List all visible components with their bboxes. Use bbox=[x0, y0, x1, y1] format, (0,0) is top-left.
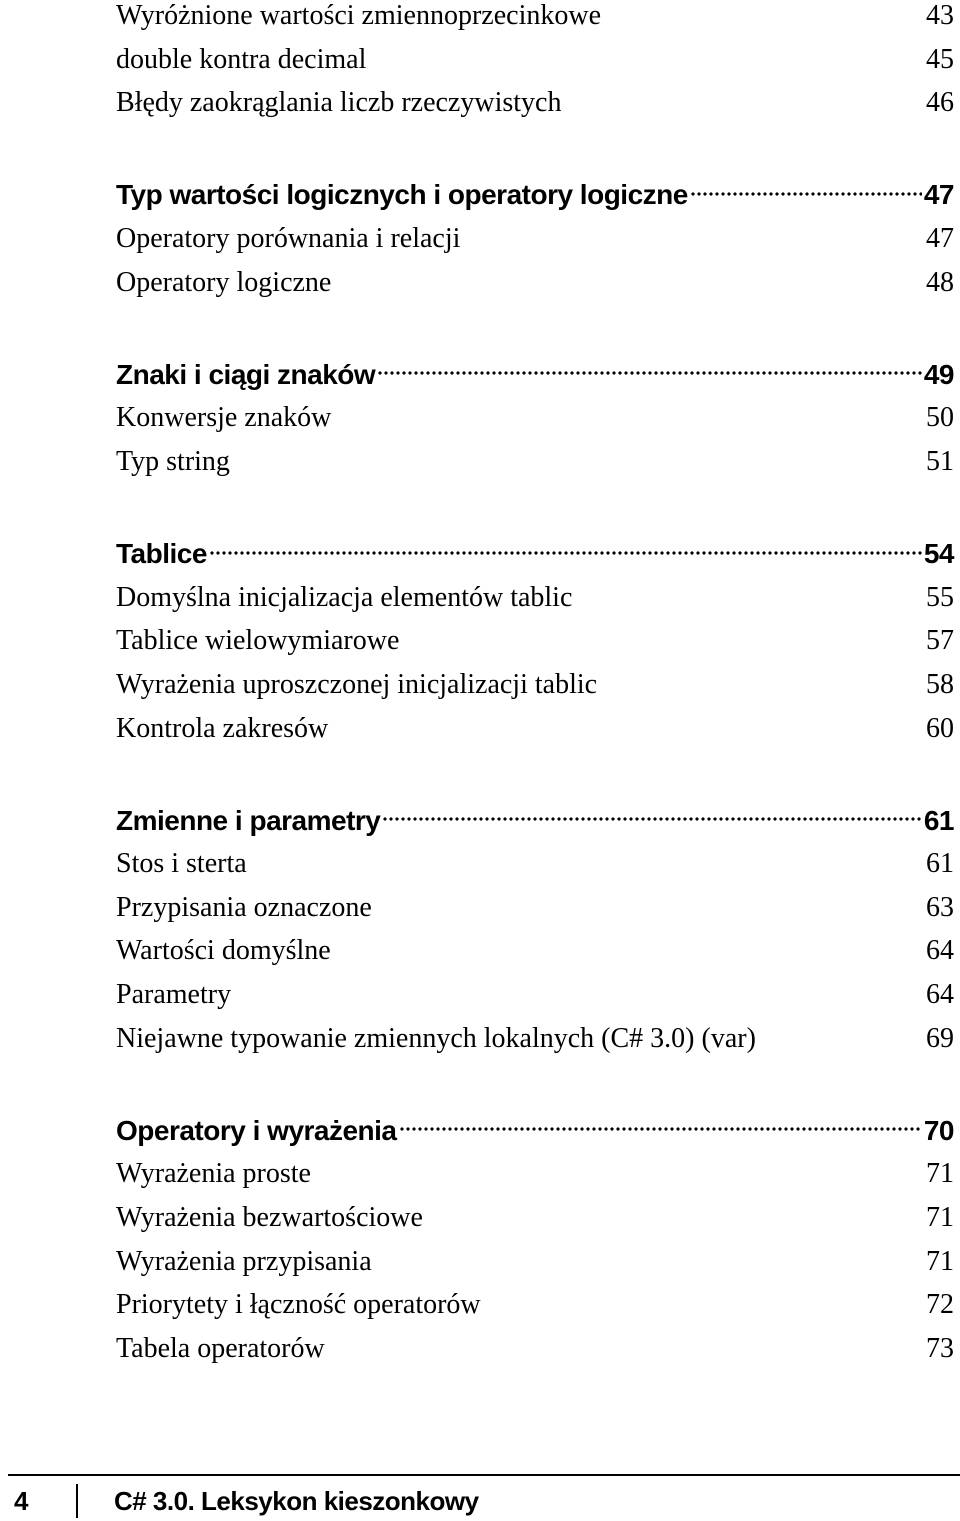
toc-entry-page: 72 bbox=[926, 1289, 954, 1321]
toc-entry-title: Błędy zaokrąglania liczb rzeczywistych bbox=[116, 87, 562, 119]
toc-entry[interactable] bbox=[116, 1240, 954, 1284]
footer-page-number: 4 bbox=[14, 1485, 28, 1516]
toc-heading-title: Zmienne i parametry bbox=[116, 804, 381, 836]
toc-entry[interactable] bbox=[116, 929, 954, 973]
footer-book-title: C# 3.0. Leksykon kieszonkowy bbox=[113, 1485, 479, 1516]
footer-rule bbox=[8, 1474, 960, 1476]
toc-entry[interactable] bbox=[116, 1017, 954, 1061]
toc-entry-title: Tablice wielowymiarowe bbox=[116, 625, 400, 657]
toc-entry-page: 60 bbox=[926, 712, 954, 744]
toc-section bbox=[116, 520, 954, 751]
toc-section bbox=[116, 0, 954, 125]
toc-entry[interactable] bbox=[116, 440, 954, 484]
toc-heading-page: 49 bbox=[923, 358, 954, 390]
toc-entry-title: Operatory porównania i relacji bbox=[116, 222, 461, 254]
toc-entry-page: 55 bbox=[926, 581, 954, 613]
toc-section bbox=[116, 340, 954, 483]
toc-entry[interactable] bbox=[116, 663, 954, 707]
toc-heading-title: Tablice bbox=[116, 538, 207, 570]
toc-entry-page: 71 bbox=[926, 1158, 954, 1190]
dot-leader bbox=[690, 161, 922, 205]
toc-entry[interactable] bbox=[116, 973, 954, 1017]
toc-entry-title: Parametry bbox=[116, 979, 232, 1011]
toc-entry[interactable] bbox=[116, 1283, 954, 1327]
toc-entry[interactable] bbox=[116, 842, 954, 886]
toc-entry[interactable] bbox=[116, 707, 954, 751]
toc-heading[interactable] bbox=[116, 786, 954, 842]
toc-entry-page: 50 bbox=[926, 402, 954, 434]
toc-heading-page: 54 bbox=[923, 538, 954, 570]
toc-entry[interactable] bbox=[116, 261, 954, 305]
toc-entry[interactable] bbox=[116, 217, 954, 261]
toc-heading-title: Operatory i wyrażenia bbox=[116, 1114, 397, 1146]
toc-entry-title: Tabela operatorów bbox=[116, 1332, 325, 1364]
dot-leader bbox=[377, 340, 922, 384]
toc-entry-page: 51 bbox=[926, 445, 954, 477]
toc-entry-page: 43 bbox=[926, 0, 954, 31]
toc-entry-page: 58 bbox=[926, 668, 954, 700]
toc-entry-page: 64 bbox=[926, 935, 954, 967]
toc-entry-page: 73 bbox=[926, 1332, 954, 1364]
toc-entry[interactable] bbox=[116, 1327, 954, 1371]
toc-entry[interactable] bbox=[116, 0, 954, 38]
toc-entry-page: 71 bbox=[926, 1245, 954, 1277]
toc-entry-page: 64 bbox=[926, 979, 954, 1011]
toc-section bbox=[116, 161, 954, 304]
toc-entry-title: Operatory logiczne bbox=[116, 266, 332, 298]
toc-entry-title: Priorytety i łączność operatorów bbox=[116, 1289, 481, 1321]
toc-heading[interactable] bbox=[116, 161, 954, 217]
toc-entry-page: 69 bbox=[926, 1022, 954, 1054]
toc-entry-title: Wyrażenia uproszczonej inicjalizacji tablic bbox=[116, 668, 598, 700]
toc-entry-page: 47 bbox=[926, 222, 954, 254]
toc-entry-page: 57 bbox=[926, 625, 954, 657]
toc-entry-page: 63 bbox=[926, 891, 954, 923]
toc-entry-page: 48 bbox=[926, 266, 954, 298]
toc-entry-title: Stos i sterta bbox=[116, 848, 247, 880]
toc-entry[interactable] bbox=[116, 576, 954, 620]
toc-entry-page: 71 bbox=[926, 1202, 954, 1234]
toc-entry-title: Wyrażenia przypisania bbox=[116, 1245, 372, 1277]
toc-entry[interactable] bbox=[116, 1196, 954, 1240]
toc-entry-title: double kontra decimal bbox=[116, 43, 367, 75]
toc-entry-title: Niejawne typowanie zmiennych lokalnych (C# 3.0) (var) bbox=[116, 1022, 756, 1054]
toc-entry-title: Wartości domyślne bbox=[116, 935, 331, 967]
toc-heading[interactable] bbox=[116, 520, 954, 576]
toc-entry-title: Domyślna inicjalizacja elementów tablic bbox=[116, 581, 573, 613]
toc-entry-title: Typ string bbox=[116, 445, 230, 477]
toc-entry[interactable] bbox=[116, 81, 954, 125]
toc-heading[interactable] bbox=[116, 340, 954, 396]
toc-entry-title: Kontrola zakresów bbox=[116, 712, 329, 744]
toc-heading-page: 47 bbox=[923, 179, 954, 211]
toc-entry-title: Wyrażenia bezwartościowe bbox=[116, 1202, 423, 1234]
toc-entry[interactable] bbox=[116, 1152, 954, 1196]
dot-leader bbox=[382, 786, 921, 830]
toc-entry-title: Konwersje znaków bbox=[116, 402, 332, 434]
toc-entry[interactable] bbox=[116, 396, 954, 440]
footer-separator bbox=[76, 1484, 78, 1518]
toc-heading-title: Typ wartości logicznych i operatory logiczne bbox=[116, 179, 688, 211]
toc-heading[interactable] bbox=[116, 1096, 954, 1152]
toc-entry-title: Wyrażenia proste bbox=[116, 1158, 311, 1190]
dot-leader bbox=[399, 1096, 922, 1140]
toc-section bbox=[116, 1096, 954, 1370]
table-of-contents bbox=[116, 0, 954, 1370]
toc-entry-title: Przypisania oznaczone bbox=[116, 891, 372, 923]
toc-entry-page: 61 bbox=[926, 848, 954, 880]
toc-entry-page: 46 bbox=[926, 87, 954, 119]
toc-heading-page: 61 bbox=[923, 804, 954, 836]
toc-entry-title: Wyróżnione wartości zmiennoprzecinkowe bbox=[116, 0, 602, 31]
page-footer bbox=[14, 1481, 479, 1521]
toc-entry[interactable] bbox=[116, 619, 954, 663]
toc-heading-page: 70 bbox=[923, 1114, 954, 1146]
toc-entry[interactable] bbox=[116, 886, 954, 930]
toc-entry-page: 45 bbox=[926, 43, 954, 75]
toc-heading-title: Znaki i ciągi znaków bbox=[116, 358, 376, 390]
toc-section bbox=[116, 786, 954, 1060]
toc-entry[interactable] bbox=[116, 38, 954, 82]
dot-leader bbox=[209, 520, 922, 564]
